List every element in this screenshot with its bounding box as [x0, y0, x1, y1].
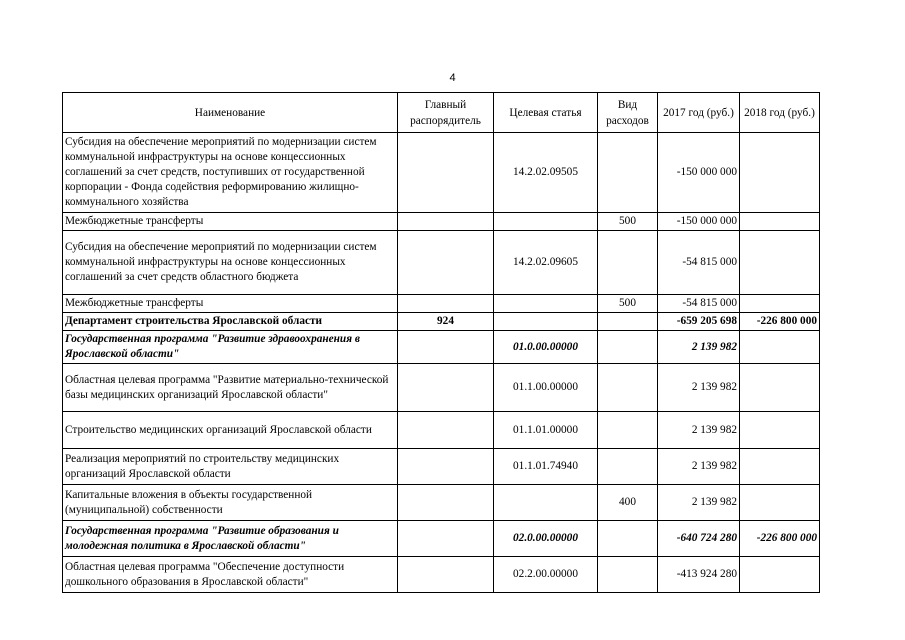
cell-target: 14.2.02.09605: [494, 231, 598, 295]
cell-name: Субсидия на обеспечение мероприятий по модернизации систем коммунальной инфраструктуры на основе концессионных соглашений за счет средств областного бюджета: [63, 231, 398, 295]
table-row: [63, 331, 820, 364]
cell-admin: [398, 521, 494, 557]
cell-2017: -54 815 000: [658, 295, 740, 313]
cell-2017: 2 139 982: [658, 449, 740, 485]
header-target: Целевая статья: [494, 93, 598, 133]
table-row: [63, 295, 820, 313]
table-row: [63, 364, 820, 412]
table-row: [63, 521, 820, 557]
cell-target: 02.0.00.00000: [494, 521, 598, 557]
cell-2018: [740, 412, 820, 449]
header-type: Вид расходов: [598, 93, 658, 133]
cell-admin: [398, 449, 494, 485]
cell-admin: [398, 213, 494, 231]
cell-2018: [740, 485, 820, 521]
cell-name: Областная целевая программа "Развитие материально-технической базы медицинских организаций Ярославской области": [63, 364, 398, 412]
cell-type: [598, 449, 658, 485]
table-row: [63, 313, 820, 331]
cell-target: 01.1.00.00000: [494, 364, 598, 412]
cell-target: 01.1.01.74940: [494, 449, 598, 485]
table-row: [63, 412, 820, 449]
cell-admin: [398, 364, 494, 412]
cell-2017: -413 924 280: [658, 557, 740, 593]
cell-name: Межбюджетные трансферты: [63, 295, 398, 313]
cell-admin: [398, 295, 494, 313]
cell-type: [598, 412, 658, 449]
cell-2017: -659 205 698: [658, 313, 740, 331]
table-row: [63, 485, 820, 521]
header-name: Наименование: [63, 93, 398, 133]
page-number: 4: [449, 72, 456, 84]
cell-2017: 2 139 982: [658, 331, 740, 364]
cell-2017: -150 000 000: [658, 133, 740, 213]
header-2018: 2018 год (руб.): [740, 93, 820, 133]
cell-type: [598, 557, 658, 593]
table-row: [63, 213, 820, 231]
cell-type: [598, 231, 658, 295]
cell-type: 400: [598, 485, 658, 521]
cell-2018: [740, 213, 820, 231]
cell-type: [598, 313, 658, 331]
cell-target: 02.2.00.00000: [494, 557, 598, 593]
cell-2018: [740, 557, 820, 593]
cell-admin: [398, 557, 494, 593]
cell-type: [598, 364, 658, 412]
cell-type: 500: [598, 295, 658, 313]
header-admin: Главный распорядитель: [398, 93, 494, 133]
cell-type: 500: [598, 213, 658, 231]
cell-2018: [740, 231, 820, 295]
cell-2018: [740, 449, 820, 485]
cell-2017: 2 139 982: [658, 364, 740, 412]
cell-admin: [398, 133, 494, 213]
cell-type: [598, 331, 658, 364]
table-row: [63, 557, 820, 593]
cell-2017: -54 815 000: [658, 231, 740, 295]
cell-2017: 2 139 982: [658, 485, 740, 521]
cell-name: Областная целевая программа "Обеспечение доступности дошкольного образования в Ярославской области": [63, 557, 398, 593]
table-row: [63, 133, 820, 213]
cell-2018: [740, 133, 820, 213]
cell-admin: [398, 412, 494, 449]
cell-2018: -226 800 000: [740, 521, 820, 557]
cell-2017: 2 139 982: [658, 412, 740, 449]
cell-2017: -640 724 280: [658, 521, 740, 557]
cell-target: [494, 485, 598, 521]
cell-admin: 924: [398, 313, 494, 331]
cell-name: Межбюджетные трансферты: [63, 213, 398, 231]
cell-name: Департамент строительства Ярославской области: [63, 313, 398, 331]
table-row: [63, 231, 820, 295]
cell-2018: [740, 331, 820, 364]
cell-name: Субсидия на обеспечение мероприятий по модернизации систем коммунальной инфраструктуры на основе концессионных соглашений за счет средств, поступивших от государственной корпорации - Фонда содействия реформированию жилищно-коммунального хозяйства: [63, 133, 398, 213]
cell-2017: -150 000 000: [658, 213, 740, 231]
cell-admin: [398, 331, 494, 364]
cell-type: [598, 133, 658, 213]
cell-type: [598, 521, 658, 557]
cell-target: 14.2.02.09505: [494, 133, 598, 213]
cell-2018: [740, 295, 820, 313]
cell-name: Реализация мероприятий по строительству медицинских организаций Ярославской области: [63, 449, 398, 485]
cell-target: [494, 313, 598, 331]
cell-name: Строительство медицинских организаций Ярославской области: [63, 412, 398, 449]
header-2017: 2017 год (руб.): [658, 93, 740, 133]
cell-name: Государственная программа "Развитие здравоохранения в Ярославской области": [63, 331, 398, 364]
cell-target: 01.0.00.00000: [494, 331, 598, 364]
cell-2018: [740, 364, 820, 412]
cell-2018: -226 800 000: [740, 313, 820, 331]
cell-admin: [398, 231, 494, 295]
cell-admin: [398, 485, 494, 521]
header-row: [63, 93, 820, 133]
cell-target: 01.1.01.00000: [494, 412, 598, 449]
cell-name: Государственная программа "Развитие образования и молодежная политика в Ярославской области": [63, 521, 398, 557]
cell-target: [494, 213, 598, 231]
cell-target: [494, 295, 598, 313]
cell-name: Капитальные вложения в объекты государственной (муниципальной) собственности: [63, 485, 398, 521]
table-row: [63, 449, 820, 485]
budget-table: [62, 92, 820, 593]
